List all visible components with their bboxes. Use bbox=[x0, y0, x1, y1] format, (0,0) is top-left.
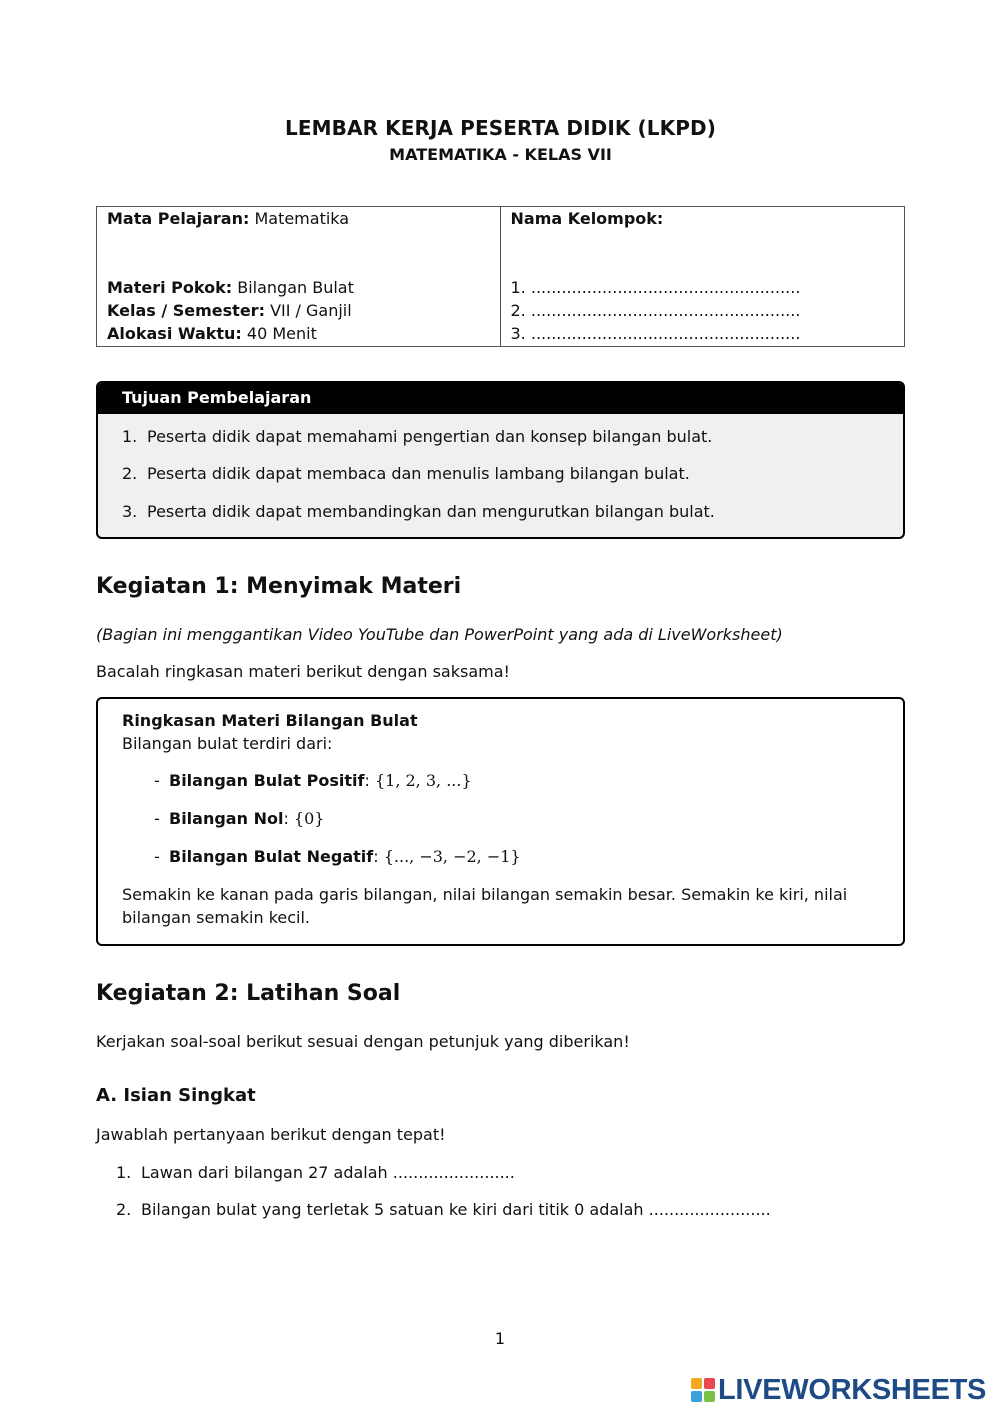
info-right-column bbox=[501, 207, 905, 346]
waktu-label: Alokasi Waktu: bbox=[107, 324, 242, 343]
logo-square bbox=[691, 1378, 702, 1389]
liveworksheets-logo-icon bbox=[691, 1378, 715, 1402]
info-left-column bbox=[97, 207, 501, 346]
tujuan-item-number: 3. bbox=[122, 502, 138, 521]
question-text: Bilangan bulat yang terletak 5 satuan ke kiri dari titik 0 adalah ........................ bbox=[141, 1200, 771, 1219]
page-title: LEMBAR KERJA PESERTA DIDIK (LKPD) bbox=[285, 116, 716, 140]
kegiatan2-heading: Kegiatan 2: Latihan Soal bbox=[96, 981, 401, 1006]
tujuan-item-number: 2. bbox=[122, 464, 138, 483]
ringkasan-item-negatif: - Bilangan Bulat Negatif: {..., −3, −2, −1} bbox=[154, 847, 521, 866]
member-line-3[interactable]: 3. ..................................................... bbox=[510, 324, 801, 343]
question-2[interactable] bbox=[116, 1200, 771, 1219]
logo-square bbox=[691, 1391, 702, 1402]
tujuan-item-text: Peserta didik dapat membandingkan dan mengurutkan bilangan bulat. bbox=[147, 502, 715, 521]
ringkasan-item-nol: - Bilangan Nol: {0} bbox=[154, 809, 325, 828]
ringkasan-closing-1: Semakin ke kanan pada garis bilangan, nilai bilangan semakin besar. Semakin ke kiri, nilai bbox=[122, 885, 848, 904]
question-1[interactable] bbox=[116, 1163, 515, 1182]
kelas-row bbox=[107, 299, 354, 322]
member-line-1[interactable]: 1. ..................................................... bbox=[510, 278, 801, 297]
materi-value: Bilangan Bulat bbox=[237, 278, 354, 297]
item-label: Bilangan Bulat Negatif bbox=[169, 847, 374, 866]
kegiatan1-instruction: Bacalah ringkasan materi berikut dengan saksama! bbox=[96, 662, 510, 681]
info-details bbox=[107, 276, 354, 345]
kegiatan1-heading: Kegiatan 1: Menyimak Materi bbox=[96, 574, 462, 599]
materi-row bbox=[107, 276, 354, 299]
kelas-value: VII / Ganjil bbox=[270, 301, 352, 320]
tujuan-item bbox=[122, 464, 690, 483]
kelompok-label: Nama Kelompok: bbox=[510, 209, 664, 228]
tujuan-item-text: Peserta didik dapat memahami pengertian dan konsep bilangan bulat. bbox=[147, 427, 713, 446]
tujuan-box bbox=[96, 381, 905, 539]
kegiatan2-instruction: Kerjakan soal-soal berikut sesuai dengan petunjuk yang diberikan! bbox=[96, 1032, 630, 1051]
liveworksheets-logo bbox=[691, 1374, 986, 1406]
member-line-2[interactable]: 2. ..................................................... bbox=[510, 301, 801, 320]
ringkasan-item-positif: - Bilangan Bulat Positif: {1, 2, 3, ...} bbox=[154, 771, 472, 790]
ringkasan-title: Ringkasan Materi Bilangan Bulat bbox=[122, 711, 418, 730]
waktu-row bbox=[107, 322, 354, 345]
bullet-dash: - bbox=[154, 771, 160, 790]
item-math: {1, 2, 3, ...} bbox=[374, 771, 472, 790]
logo-square bbox=[704, 1378, 715, 1389]
question-number: 1. bbox=[116, 1163, 132, 1182]
ringkasan-closing-2: bilangan semakin kecil. bbox=[122, 908, 310, 927]
kegiatan1-note: (Bagian ini menggantikan Video YouTube dan PowerPoint yang ada di LiveWorksheet) bbox=[96, 625, 783, 644]
page-number: 1 bbox=[494, 1329, 506, 1348]
kelas-label: Kelas / Semester: bbox=[107, 301, 265, 320]
logo-text: LIVEWORKSHEETS bbox=[718, 1373, 987, 1406]
mapel-label: Mata Pelajaran: bbox=[107, 209, 250, 228]
logo-square bbox=[704, 1391, 715, 1402]
question-text: Lawan dari bilangan 27 adalah ........................ bbox=[141, 1163, 515, 1182]
mapel-value: Matematika bbox=[254, 209, 350, 228]
materi-label: Materi Pokok: bbox=[107, 278, 233, 297]
mapel-row bbox=[107, 207, 349, 230]
bullet-dash: - bbox=[154, 847, 160, 866]
info-table bbox=[96, 206, 905, 347]
item-math: {0} bbox=[293, 809, 325, 828]
tujuan-heading: Tujuan Pembelajaran bbox=[98, 383, 903, 414]
bullet-dash: - bbox=[154, 809, 160, 828]
waktu-value: 40 Menit bbox=[246, 324, 317, 343]
item-math: {..., −3, −2, −1} bbox=[383, 847, 521, 866]
member-list bbox=[511, 276, 801, 345]
ringkasan-box bbox=[96, 697, 905, 946]
section-a-instruction: Jawablah pertanyaan berikut dengan tepat! bbox=[96, 1125, 446, 1144]
item-label: Bilangan Bulat Positif bbox=[169, 771, 365, 790]
item-label: Bilangan Nol bbox=[169, 809, 284, 828]
tujuan-item bbox=[122, 427, 712, 446]
question-number: 2. bbox=[116, 1200, 132, 1219]
page-subtitle: MATEMATIKA - KELAS VII bbox=[389, 145, 612, 164]
tujuan-item bbox=[122, 502, 715, 521]
tujuan-item-number: 1. bbox=[122, 427, 138, 446]
ringkasan-intro: Bilangan bulat terdiri dari: bbox=[122, 734, 333, 753]
section-a-heading: A. Isian Singkat bbox=[96, 1085, 256, 1106]
tujuan-item-text: Peserta didik dapat membaca dan menulis lambang bilangan bulat. bbox=[147, 464, 690, 483]
